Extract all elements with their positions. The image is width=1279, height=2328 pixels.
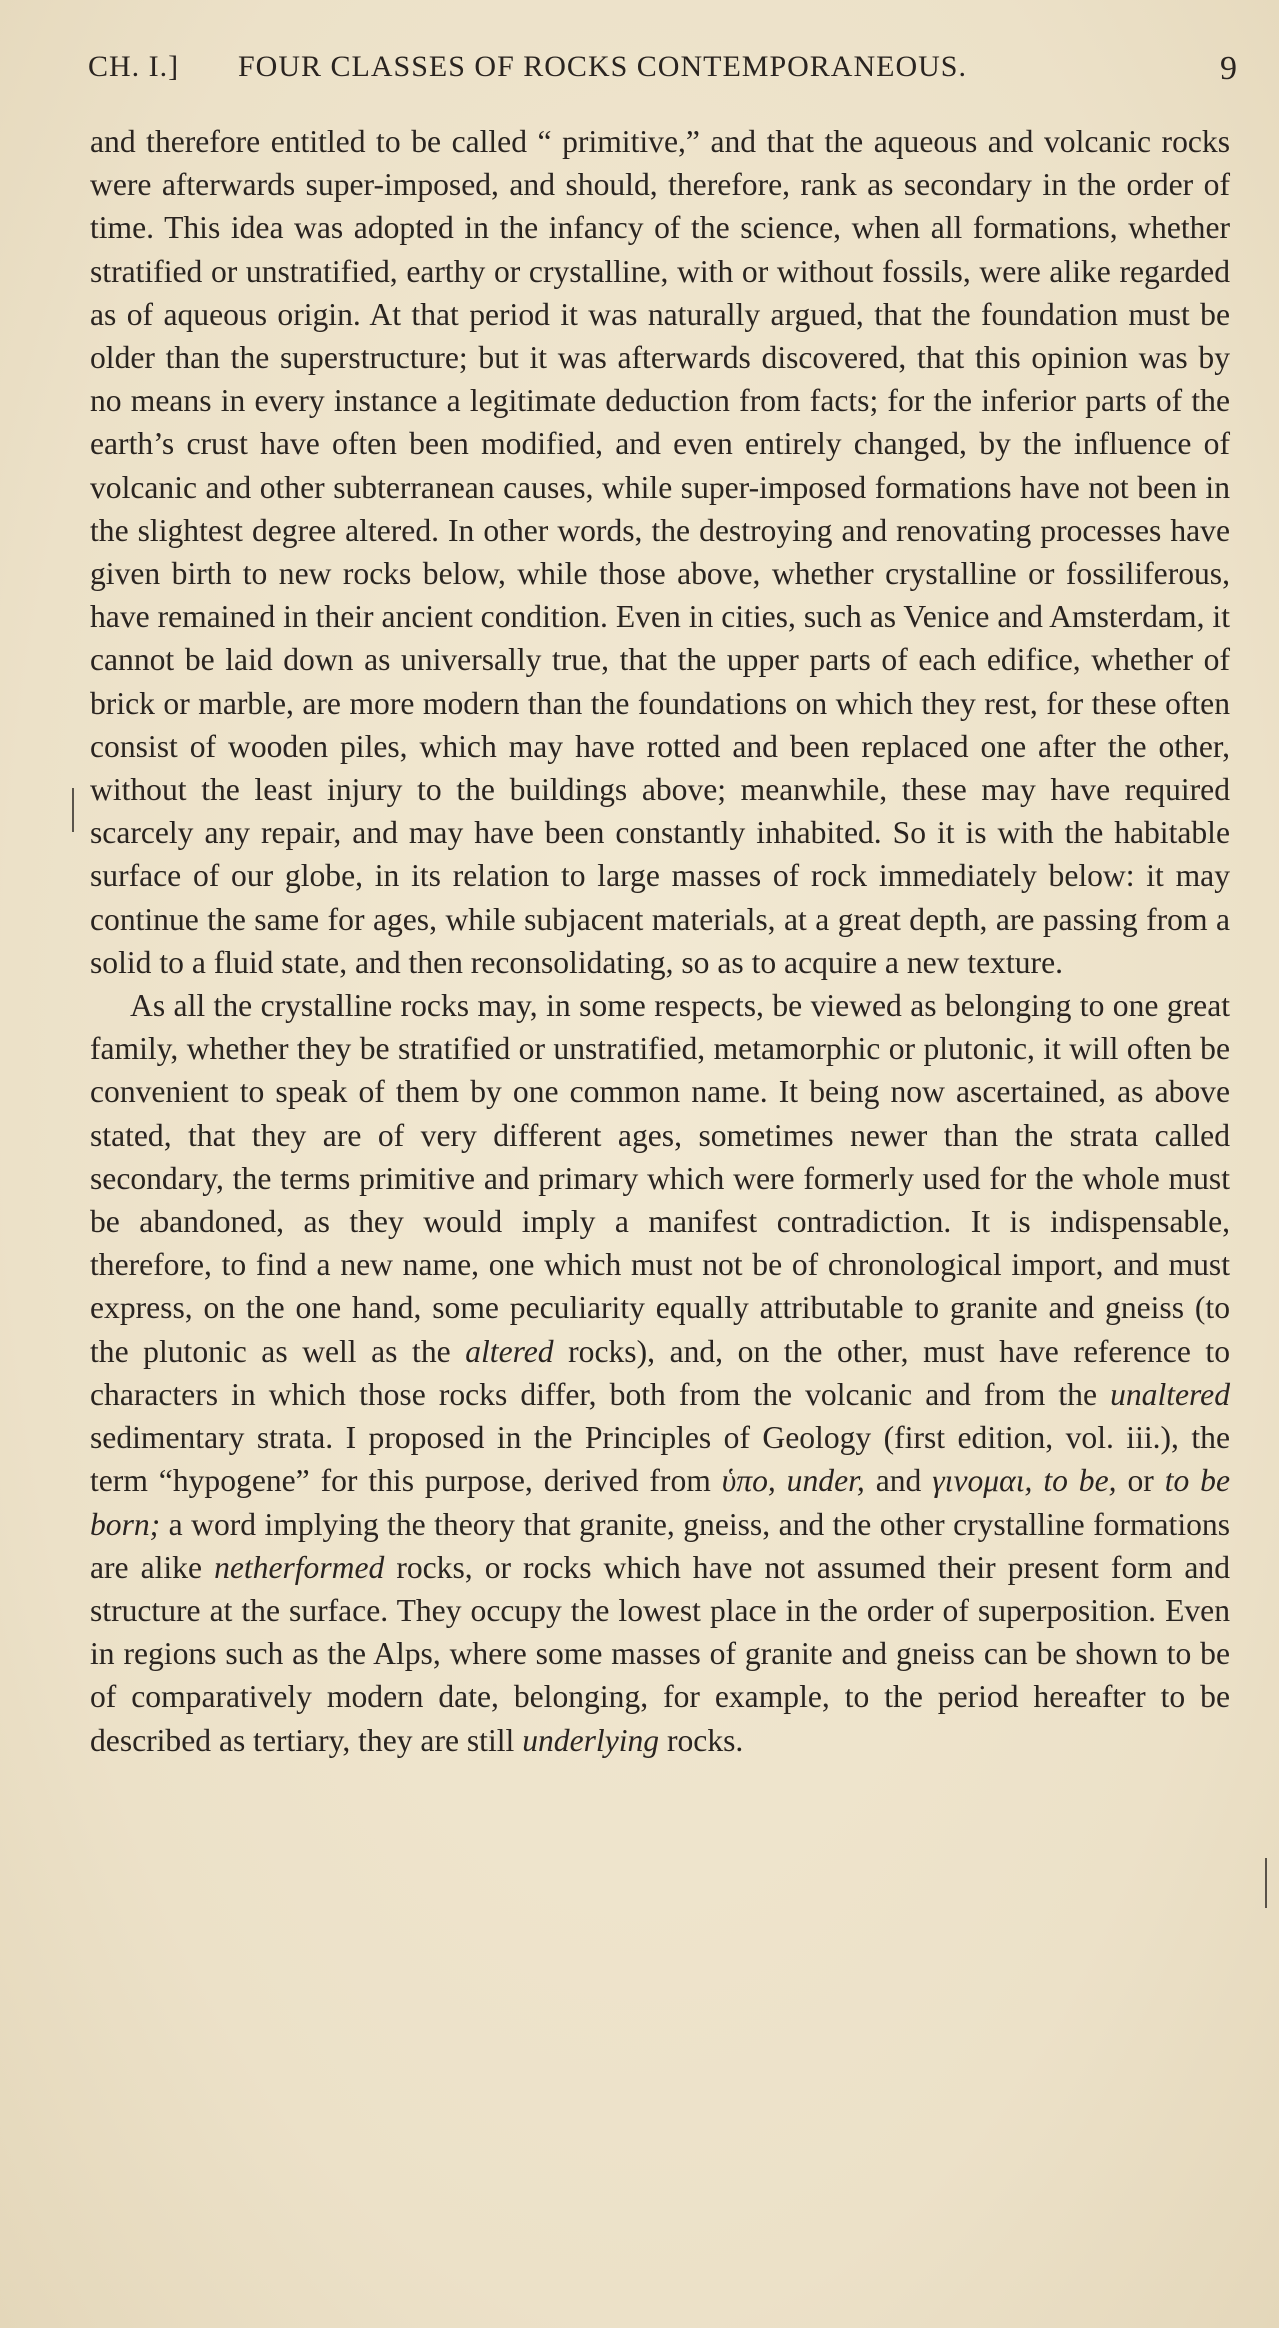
body-text [90,120,1230,1762]
paragraph-2 [90,984,1230,1762]
page-title: FOUR CLASSES OF ROCKS CONTEMPORANEOUS. [238,50,967,83]
paragraph-1 [90,120,1230,984]
chapter-reference: CH. I.] [88,50,180,83]
margin-mark-left [72,788,74,832]
paragraph-2-text-3: sedimentary strata. I proposed in the Principles of Geology (first edition, vol. iii.), the term “hypogene” for this purpose, derived from [90,1420,1230,1499]
paragraph-2-text-2: rocks), and, on the other, must have reference to characters in which those rocks differ, both from the volcanic and from the [90,1333,1230,1412]
italic-unaltered: unaltered [1110,1376,1230,1412]
paragraph-2-text-7: rocks, or rocks which have not assumed their present form and structure at the surface. They occupy the lowest place in the order of superposition. Even in regions such as the Alps, where some masses of granite and gneiss can be shown to be of comparatively modern date, belonging, for example, to the period hereafter to be described as tertiary, they are still [90,1549,1231,1758]
page-number: 9 [1220,50,1238,87]
paragraph-2-text-5: or [1116,1463,1165,1499]
running-header [88,50,1238,94]
margin-mark-right [1265,1858,1267,1908]
paragraph-1-text: and therefore entitled to be called “ primitive,” and that the aqueous and volcanic rocks were afterwards super-imposed, and should, therefore, rank as secondary in the order of time. This idea was adopted in the infancy of the science, when all formations, whether stratified or unstratified, earthy or crystalline, with or without fossils, were alike regarded as of aqueous origin. At that period it was naturally argued, that the foundation must be older than the superstructure; but it was afterwards discovered, that this opinion was by no means in every instance a legitimate deduction from facts; for the inferior parts of the earth’s crust have often been modified, and even entirely changed, by the influence of volcanic and other subterranean causes, while super-imposed formations have not been in the slightest degree altered. In other words, the destroying and renovating processes have given birth to new rocks below, while those above, whether crystalline or fossiliferous, have remained in their ancient condition. Even in cities, such as Venice and Amsterdam, it cannot be laid down as universally true, that the upper parts of each edifice, whether of brick or marble, are more modern than the foundations on which they rest, for these often consist of wooden piles, which may have rotted and been replaced one after the other, without the least injury to the buildings above; meanwhile, these may have required scarcely any repair, and may have been constantly inhabited. So it is with the habitable surface of our globe, in its relation to large masses of rock immediately below: it may continue the same for ages, while subjacent materials, at a great depth, are passing from a solid to a fluid state, and then reconsolidating, so as to acquire a new texture. [90,124,1230,980]
italic-greek-under: ὑπο, under, [721,1463,865,1499]
italic-netherformed: netherformed [214,1549,385,1585]
italic-altered: altered [465,1333,554,1369]
paragraph-2-text-4: and [864,1463,933,1499]
italic-to-be-born: to be born; [90,1463,1230,1542]
paragraph-2-text-6: a word implying the theory that granite, gneiss, and the other crystalline formations are alike [90,1506,1230,1585]
italic-underlying: underlying [522,1722,660,1758]
paragraph-2-text-1: As all the crystalline rocks may, in some respects, be viewed as belonging to one great family, whether they be stratified or unstratified, metamorphic or plutonic, it will often be convenient to speak of them by one common name. It being now ascertained, as above stated, that they are of very different ages, sometimes newer than the strata called secondary, the terms primitive and primary which were formerly used for the whole must be abandoned, as they would imply a manifest contradiction. It is indispensable, therefore, to find a new name, one which must not be of chronological import, and must express, on the one hand, some peculiarity equally attributable to granite and gneiss (to the plutonic as well as the [90,988,1230,1369]
paragraph-2-text-8: rocks. [659,1722,744,1758]
italic-greek-to-be: γινομαι, to be, [932,1463,1117,1499]
